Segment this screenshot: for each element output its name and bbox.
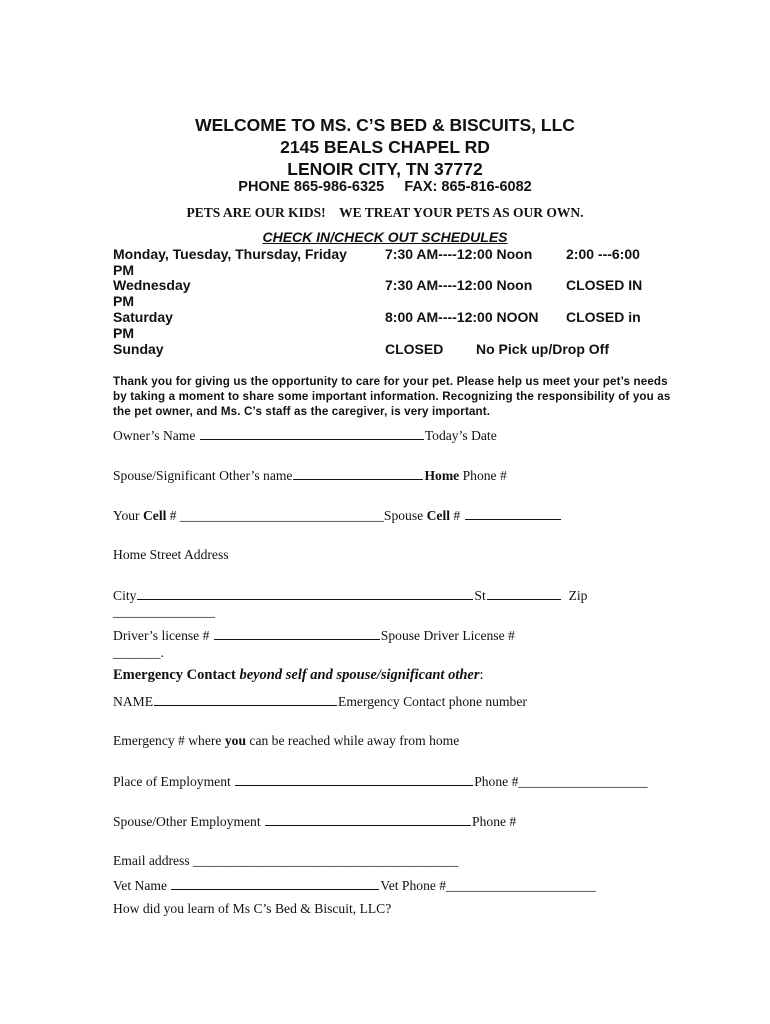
spouse-driver-license-field[interactable]: _______. bbox=[113, 645, 164, 660]
drivers-license-field[interactable] bbox=[214, 627, 380, 640]
vet-name-label: Vet Name bbox=[113, 878, 167, 893]
schedule-wrap: PM bbox=[113, 325, 134, 341]
spouse-name-label: Spouse/Significant Other’s name bbox=[113, 468, 293, 483]
city-state: LENOIR CITY, TN 37772 bbox=[287, 159, 483, 179]
emergency-name-field[interactable] bbox=[154, 693, 337, 706]
your-label: Your bbox=[113, 508, 140, 523]
owner-name-field[interactable] bbox=[200, 427, 424, 440]
cell-label: Cell bbox=[142, 508, 167, 523]
state-field[interactable] bbox=[487, 587, 561, 600]
business-title: WELCOME TO MS. C’S BED & BISCUITS, LLC bbox=[195, 115, 575, 135]
schedule-pm: CLOSED IN bbox=[566, 277, 643, 293]
spouse-employment-phone-label: Phone # bbox=[472, 814, 517, 829]
employment-phone-label: Phone # bbox=[474, 774, 519, 789]
vet-name-field[interactable] bbox=[171, 877, 379, 890]
emergency-contact-bold: Emergency Contact bbox=[113, 667, 236, 683]
zip-label: Zip bbox=[568, 588, 588, 603]
spouse-name-field[interactable] bbox=[293, 467, 423, 480]
schedule-wrap: PM bbox=[113, 262, 134, 278]
city-label: City bbox=[113, 588, 137, 603]
spouse-employment-label: Spouse/Other Employment bbox=[113, 814, 261, 829]
schedule-pm: No Pick up/Drop Off bbox=[476, 341, 609, 357]
schedule-am: CLOSED bbox=[385, 341, 444, 357]
schedule-day: Monday, Tuesday, Thursday, Friday bbox=[113, 246, 347, 262]
employment-row bbox=[113, 773, 648, 790]
emergency-contact-italic: beyond self and spouse/significant other bbox=[239, 667, 480, 683]
home-street-label: Home Street Address bbox=[113, 547, 229, 562]
owner-name-row bbox=[113, 427, 497, 444]
spouse-cell-field[interactable] bbox=[465, 507, 561, 520]
tagline bbox=[0, 205, 770, 221]
spouse-employment-field[interactable] bbox=[265, 813, 471, 826]
city-field[interactable] bbox=[137, 587, 473, 600]
schedule-am: 8:00 AM----12:00 NOON bbox=[385, 309, 539, 325]
vet-phone-label: Vet Phone # bbox=[380, 878, 447, 893]
drivers-license-label: Driver’s license # bbox=[113, 628, 210, 643]
referral-question: How did you learn of Ms C’s Bed & Biscuit, LLC? bbox=[113, 901, 392, 916]
owner-name-label: Owner’s Name bbox=[113, 428, 196, 443]
your-cell-field[interactable]: ______________________________ bbox=[180, 508, 384, 523]
contact-line bbox=[0, 179, 770, 195]
schedule-wrap: PM bbox=[113, 293, 134, 309]
email-label: Email address bbox=[113, 853, 190, 868]
emergency-contact-heading bbox=[113, 667, 484, 684]
schedule-pm: CLOSED in bbox=[566, 309, 641, 325]
emergency-reach-row bbox=[113, 733, 459, 749]
phone-number: PHONE 865-986-6325 bbox=[238, 179, 385, 195]
emergency-colon: : bbox=[479, 667, 484, 683]
schedule-day: Sunday bbox=[113, 341, 164, 357]
emergency-name-label: NAME bbox=[113, 694, 154, 709]
spouse-label: Spouse bbox=[383, 508, 424, 523]
email-row bbox=[113, 853, 458, 869]
place-employment-field[interactable] bbox=[235, 773, 473, 786]
schedule-am: 7:30 AM----12:00 Noon bbox=[385, 246, 533, 262]
schedule-day: Wednesday bbox=[113, 277, 191, 293]
vet-phone-field[interactable]: ______________________ bbox=[446, 878, 596, 893]
hash-label: # bbox=[169, 508, 177, 523]
intro-paragraph: Thank you for giving us the opportunity to care for your pet. Please help us meet your pet’s needs by taking a moment to share some important information. Recognizing the responsibility of you as the pet owner, and Ms. C’s staff as the caregiver, is very important. bbox=[113, 375, 671, 418]
hash-label: # bbox=[453, 508, 461, 523]
email-field[interactable]: _______________________________________ bbox=[193, 853, 459, 868]
vet-row bbox=[113, 877, 596, 894]
street-address: 2145 BEALS CHAPEL RD bbox=[280, 137, 490, 157]
spouse-cell-label: Cell bbox=[426, 508, 450, 523]
schedule-am: 7:30 AM----12:00 Noon bbox=[385, 277, 533, 293]
emergency-reach-pre: Emergency # where bbox=[113, 733, 222, 748]
schedule-heading: CHECK IN/CHECK OUT SCHEDULES bbox=[262, 229, 508, 245]
schedule-pm: 2:00 ---6:00 bbox=[566, 246, 640, 262]
employment-phone-field[interactable]: ___________________ bbox=[518, 774, 648, 789]
tagline-2: WE TREAT YOUR PETS AS OUR OWN. bbox=[339, 205, 584, 220]
schedule-day: Saturday bbox=[113, 309, 173, 325]
city-row bbox=[113, 587, 587, 604]
emergency-name-row bbox=[113, 693, 527, 710]
state-label: St bbox=[474, 588, 486, 603]
emergency-reach-you: you bbox=[224, 733, 247, 748]
drivers-license-row bbox=[113, 627, 515, 644]
emergency-phone-label: Emergency Contact phone number bbox=[338, 694, 527, 709]
cell-row bbox=[113, 507, 562, 524]
home-label: Home bbox=[424, 468, 460, 483]
zip-field[interactable]: _______________ bbox=[113, 604, 215, 619]
place-employment-label: Place of Employment bbox=[113, 774, 231, 789]
spouse-name-row bbox=[113, 467, 507, 484]
spouse-employment-row bbox=[113, 813, 516, 830]
todays-date-label: Today’s Date bbox=[424, 428, 497, 443]
emergency-reach-post: can be reached while away from home bbox=[249, 733, 460, 748]
fax-number: FAX: 865-816-6082 bbox=[404, 179, 532, 195]
spouse-driver-license-label: Spouse Driver License # bbox=[380, 628, 515, 643]
home-phone-label: Phone # bbox=[462, 468, 507, 483]
tagline-1: PETS ARE OUR KIDS! bbox=[186, 205, 326, 220]
